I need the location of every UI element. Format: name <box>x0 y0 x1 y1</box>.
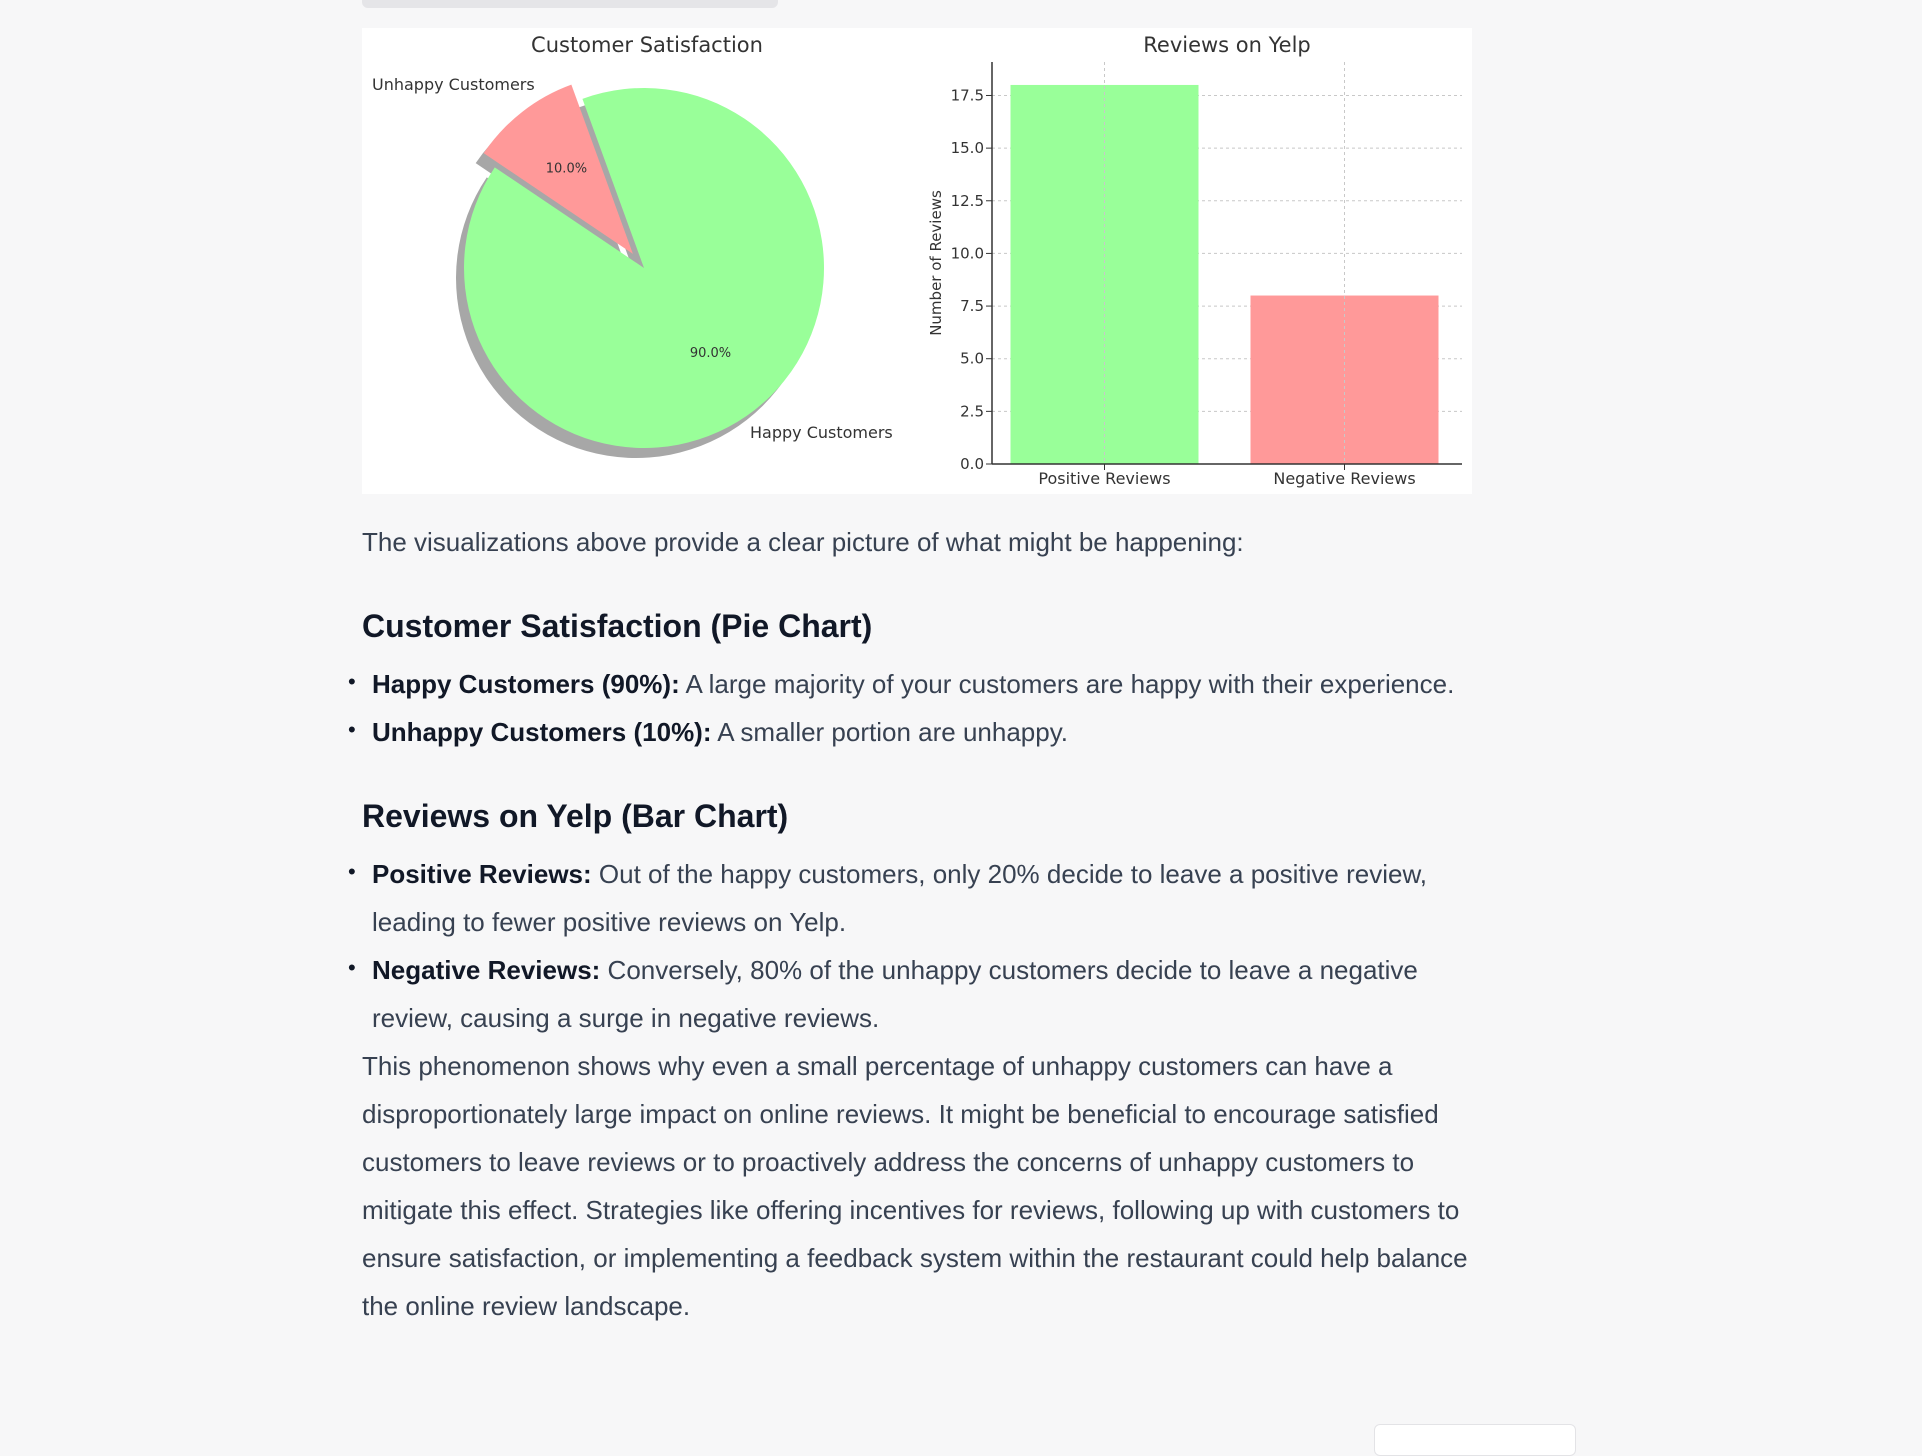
bullet-icon: • <box>348 859 356 884</box>
bullet-icon: • <box>348 669 356 694</box>
y-tick-label: 12.5 <box>950 191 984 210</box>
y-tick-label: 7.5 <box>960 297 984 316</box>
pie-pct-label: 10.0% <box>545 161 588 177</box>
list-item <box>348 850 1482 946</box>
pie-pct-label: 90.0% <box>689 346 732 362</box>
pie-section-heading: Customer Satisfaction (Pie Chart) <box>362 608 873 644</box>
list-item <box>348 708 1482 756</box>
x-tick-label: Negative Reviews <box>1273 469 1416 488</box>
bullet-text: Out of the happy customers, only 20% decide to leave a positive review, leading to fewer positive reviews on Yelp. <box>372 859 1428 937</box>
bullet-icon: • <box>348 717 356 742</box>
bar-title: Reviews on Yelp <box>1143 33 1311 57</box>
chart-figure <box>362 28 1472 494</box>
y-tick-label: 5.0 <box>960 349 984 368</box>
message-content <box>348 518 1482 1330</box>
bullet-icon: • <box>348 955 356 980</box>
pie-title: Customer Satisfaction <box>531 33 763 57</box>
pie-label: Unhappy Customers <box>372 75 535 94</box>
y-tick-label: 2.5 <box>960 402 984 421</box>
list-item <box>348 946 1482 1042</box>
pie-bullet-list <box>348 660 1482 756</box>
charts-svg <box>362 28 1472 494</box>
intro-paragraph: The visualizations above provide a clear picture of what might be happening: <box>362 527 1244 557</box>
list-item <box>348 660 1482 708</box>
bullet-text: Conversely, 80% of the unhappy customers decide to leave a negative review, causing a surge in negative reviews. <box>372 955 1418 1033</box>
y-tick-label: 17.5 <box>950 86 984 105</box>
bullet-bold: Negative Reviews: <box>372 955 601 985</box>
y-tick-label: 10.0 <box>950 244 984 263</box>
bullet-bold: Unhappy Customers (10%): <box>372 717 712 747</box>
closing-paragraph: This phenomenon shows why even a small percentage of unhappy customers can have a disproportionately large impact on online reviews. It might be beneficial to encourage satisfied customers to leave reviews or to proactively address the concerns of unhappy customers to mitigate this effect. Strategies like offering incentives for reviews, following up with customers to ensure satisfaction, or implementing a feedback system within the restaurant could help balance the online review landscape. <box>362 1051 1468 1321</box>
bullet-text: A smaller portion are unhappy. <box>711 717 1069 747</box>
x-tick-label: Positive Reviews <box>1038 469 1171 488</box>
bar-section-heading: Reviews on Yelp (Bar Chart) <box>362 798 789 834</box>
pie-label: Happy Customers <box>750 423 893 442</box>
bar-bullet-list <box>348 850 1482 1042</box>
top-scrollbar[interactable] <box>362 0 778 8</box>
bullet-text: A large majority of your customers are happy with their experience. <box>679 669 1455 699</box>
y-tick-label: 0.0 <box>960 455 984 473</box>
bullet-bold: Positive Reviews: <box>372 859 592 889</box>
bullet-bold: Happy Customers (90%): <box>372 669 680 699</box>
y-tick-label: 15.0 <box>950 139 984 158</box>
scroll-to-bottom-button[interactable] <box>1374 1424 1576 1456</box>
y-axis-label: Number of Reviews <box>927 190 945 336</box>
